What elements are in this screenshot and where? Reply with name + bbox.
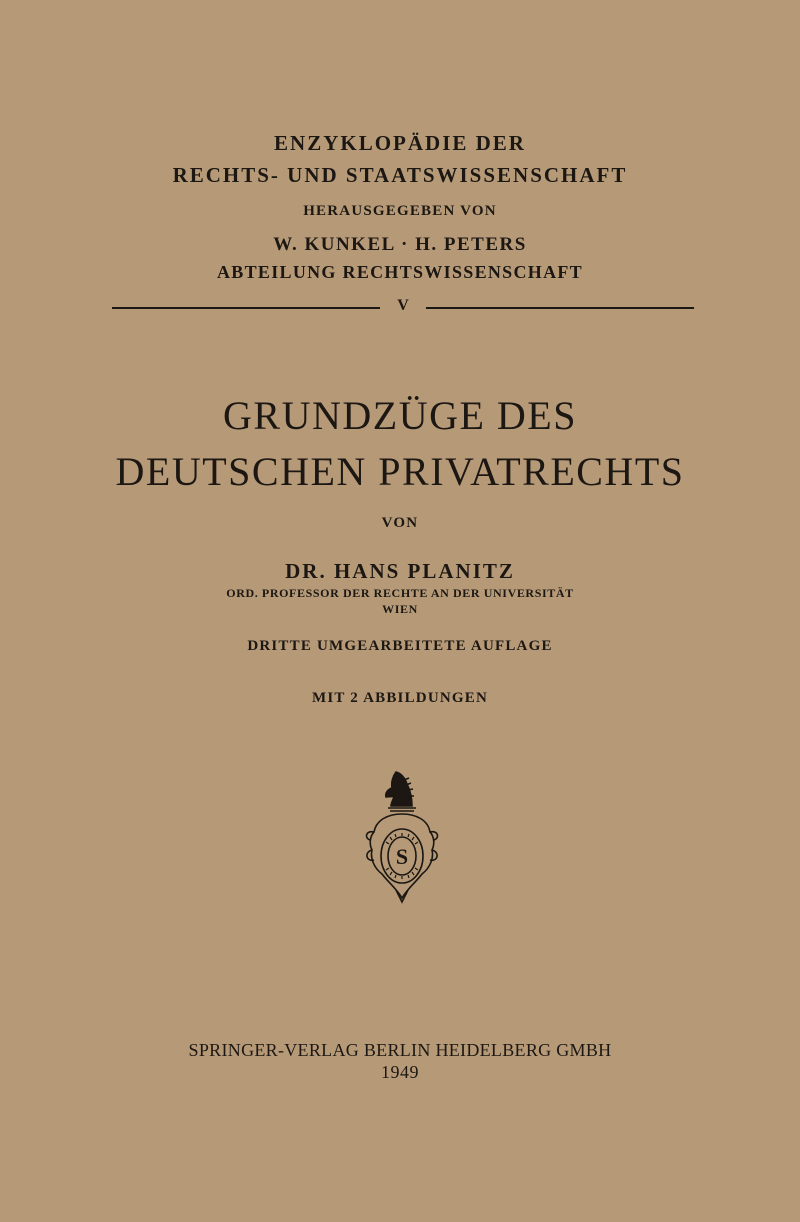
logo-monogram: S [395,844,409,869]
book-title-line-1: GRUNDZÜGE DES [223,393,577,438]
publication-year: 1949 [381,1062,419,1082]
publisher-name: SPRINGER-VERLAG BERLIN HEIDELBERG GMBH [188,1040,612,1060]
author-affiliation: ORD. PROFESSOR DER RECHTE AN DER UNIVERSITÄT [226,586,574,600]
illustrations-label: MIT 2 ABBILDUNGEN [312,690,488,706]
springer-knight-emblem-icon [360,766,444,906]
divider-rule-right [426,307,694,309]
series-title-line-2: RECHTS- UND STAATSWISSENSCHAFT [172,163,628,187]
book-title-line-2: DEUTSCHEN PRIVATRECHTS [115,449,685,494]
edited-by-label: HERAUSGEGEBEN VON [303,203,497,219]
series-editors: W. KUNKEL · H. PETERS [273,234,527,255]
series-department: ABTEILUNG RECHTSWISSENSCHAFT [217,262,583,282]
author-city: WIEN [382,602,418,616]
edition-label: DRITTE UMGEARBEITETE AUFLAGE [247,638,553,654]
volume-divider [112,296,694,320]
by-label: VON [381,515,419,531]
series-title-line-1: ENZYKLOPÄDIE DER [274,131,526,155]
author-name: DR. HANS PLANITZ [285,559,515,583]
volume-number: V [397,297,409,314]
